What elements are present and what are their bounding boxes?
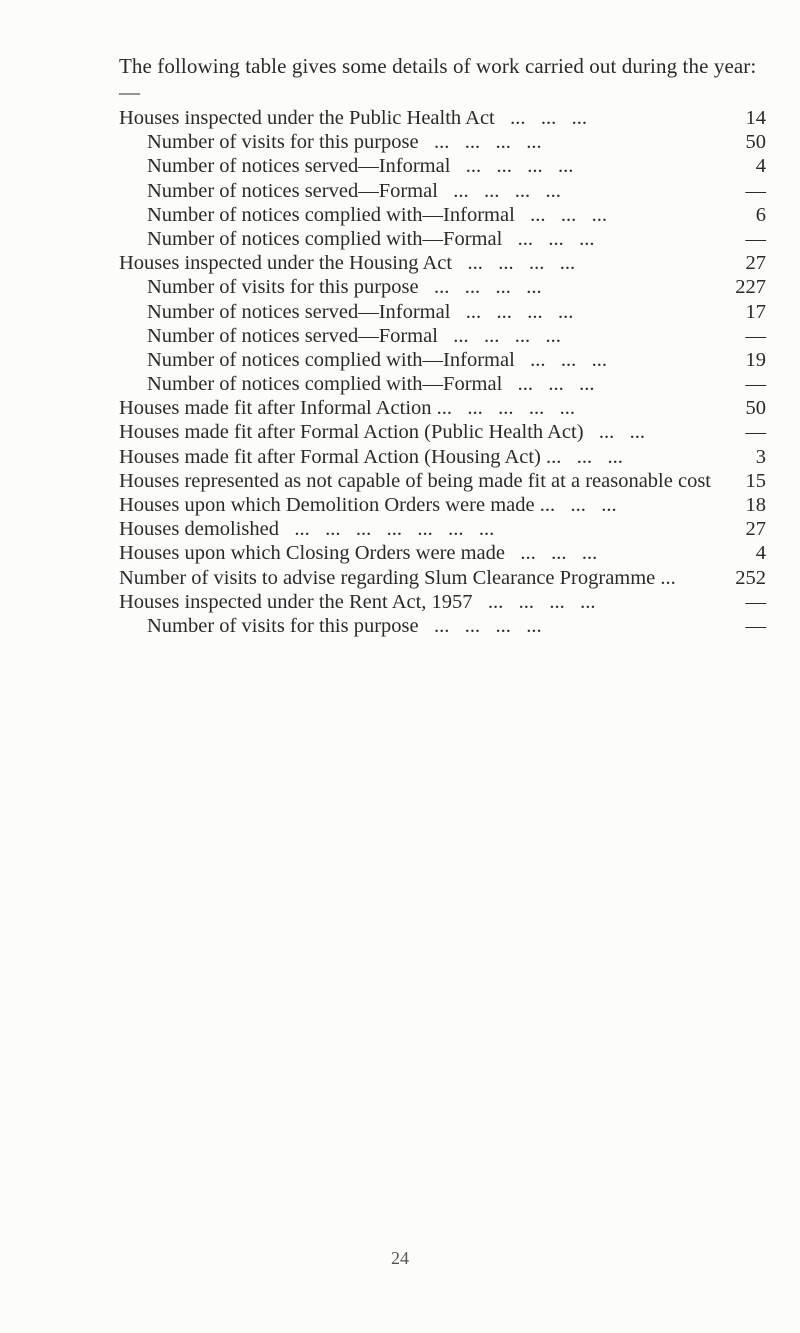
row-value: 18 bbox=[745, 494, 766, 516]
row-value: 252 bbox=[735, 566, 766, 589]
row-value: — bbox=[745, 324, 766, 347]
table-row bbox=[0, 614, 800, 638]
row-value: 27 bbox=[745, 518, 766, 541]
row-label: Number of notices complied with—Informal ... ... ... bbox=[147, 348, 608, 371]
row-value: 6 bbox=[755, 203, 766, 226]
row-label: Houses made fit after Formal Action (Housing Act) ... ... ... bbox=[119, 445, 623, 468]
table-row bbox=[0, 203, 800, 227]
table-row bbox=[0, 566, 800, 590]
row-label: Number of notices complied with—Informal ... ... ... bbox=[147, 203, 608, 226]
row-value: 50 bbox=[745, 397, 766, 420]
table-row bbox=[0, 348, 800, 372]
row-value: — bbox=[745, 421, 766, 444]
page-number: 24 bbox=[391, 1248, 409, 1268]
row-value: — bbox=[745, 227, 766, 250]
work-details-table bbox=[0, 106, 800, 638]
row-value: 227 bbox=[735, 276, 766, 299]
table-row bbox=[0, 251, 800, 275]
row-label: Houses inspected under the Public Health Act ... ... ... bbox=[119, 107, 587, 129]
table-row bbox=[0, 445, 800, 469]
table-row bbox=[0, 396, 800, 420]
row-value: 50 bbox=[745, 131, 766, 154]
row-label: Number of notices served—Formal ... ... ... ... bbox=[147, 324, 561, 347]
row-value: 17 bbox=[745, 300, 766, 323]
table-row bbox=[0, 154, 800, 178]
row-label: Houses inspected under the Rent Act, 1957 ... ... ... ... bbox=[119, 590, 596, 613]
table-row bbox=[0, 227, 800, 251]
row-value: 4 bbox=[755, 155, 766, 178]
table-row bbox=[0, 130, 800, 154]
row-label: Houses inspected under the Housing Act ... ... ... ... bbox=[119, 252, 576, 275]
table-row bbox=[0, 420, 800, 444]
row-value: 27 bbox=[745, 252, 766, 275]
table-row bbox=[0, 372, 800, 396]
row-value: — bbox=[745, 614, 766, 637]
table-row bbox=[0, 493, 800, 517]
row-label: Number of notices served—Informal ... ... ... ... bbox=[147, 300, 574, 323]
table-row bbox=[0, 275, 800, 299]
table-row bbox=[0, 590, 800, 614]
row-label: Number of visits to advise regarding Slum Clearance Programme ... bbox=[119, 566, 676, 589]
row-label: Number of notices served—Informal ... ... ... ... bbox=[147, 155, 574, 178]
row-label: Number of notices complied with—Formal ... ... ... bbox=[147, 227, 595, 250]
row-value: 3 bbox=[755, 445, 766, 468]
row-value: 15 bbox=[745, 469, 766, 492]
row-value: — bbox=[745, 590, 766, 613]
table-row bbox=[0, 300, 800, 324]
row-label: Houses upon which Demolition Orders were made ... ... ... bbox=[119, 494, 617, 516]
table-row bbox=[0, 106, 800, 130]
row-label: Houses demolished ... ... ... ... ... ... ... bbox=[119, 518, 495, 541]
row-label: Houses made fit after Formal Action (Public Health Act) ... ... bbox=[119, 421, 646, 444]
row-label: Houses upon which Closing Orders were made ... ... ... bbox=[119, 542, 598, 565]
row-label: Houses made fit after Informal Action ... ... ... ... ... bbox=[119, 397, 576, 420]
row-label: Number of visits for this purpose ... ... ... ... bbox=[147, 131, 542, 154]
intro-paragraph: The following table gives some details of work carried out during the year:— bbox=[119, 54, 757, 104]
row-label: Number of visits for this purpose ... ... ... ... bbox=[147, 276, 542, 299]
row-label: Number of visits for this purpose ... ... ... ... bbox=[147, 614, 542, 637]
table-row bbox=[0, 179, 800, 203]
row-label: Number of notices served—Formal ... ... ... ... bbox=[147, 179, 561, 202]
row-value: 19 bbox=[745, 348, 766, 371]
row-value: — bbox=[745, 373, 766, 396]
table-row bbox=[0, 469, 800, 493]
row-label: Number of notices complied with—Formal ... ... ... bbox=[147, 373, 595, 396]
table-row bbox=[0, 324, 800, 348]
table-row bbox=[0, 541, 800, 565]
row-label: Houses represented as not capable of being made fit at a reasonable cost bbox=[119, 469, 711, 492]
table-row bbox=[0, 517, 800, 541]
row-value: 4 bbox=[755, 542, 766, 565]
row-value: — bbox=[745, 179, 766, 202]
row-value: 14 bbox=[745, 107, 766, 129]
